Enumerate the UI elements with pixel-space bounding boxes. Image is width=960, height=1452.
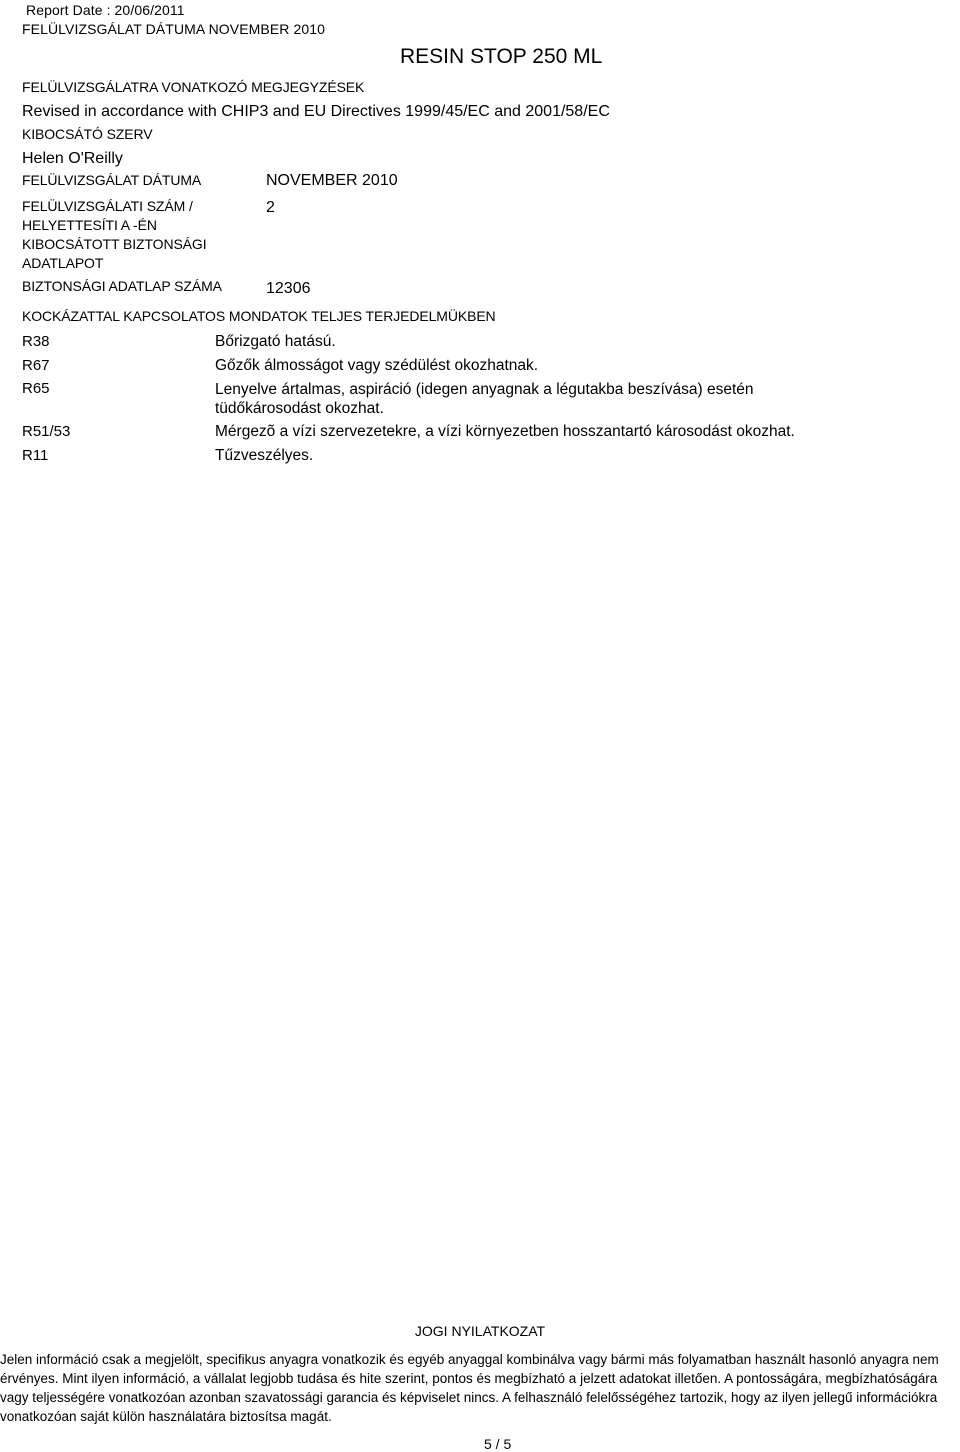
legal-disclaimer-text: Jelen információ csak a megjelölt, specifikus anyagra vonatkozik és egyéb anyaggal kombinálva vagy bármi más folyamatban használt hasonló anyagra nem érvényes. Mint ilyen információ, a vállalat legjobb tudása és hite szerint, pontos és megbízható a jelzett adatokat illetően. A pontosságára, megbízhatóságára vagy teljességére vonatkozóan azonban szavatossági garancia és képviselet nincs. A felhasználó felelősségéhez tartozik, hogy az ilyen jellegű információkra vonatkozóan saját külön használatára biztosítsa magát. xyxy=(0,1352,939,1424)
header-revision-date: FELÜLVIZSGÁLAT DÁTUMA NOVEMBER 2010 xyxy=(22,21,326,37)
sds-number-label: BIZTONSÁGI ADATLAP SZÁMA xyxy=(22,278,222,294)
risk-phrase-text: Mérgezõ a vízi szervezetekre, a vízi környezetben hosszantartó károsodást okozhat. xyxy=(215,423,795,440)
sds-number-value: 12306 xyxy=(266,280,311,297)
revision-date-value: NOVEMBER 2010 xyxy=(266,172,398,189)
risk-phrase-text: Lenyelve ártalmas, aspiráció (idegen anyagnak a légutakba beszívása) esetén tüdőkárosodást okozhat. xyxy=(215,381,754,417)
risk-phrase-code: R67 xyxy=(22,357,50,374)
risk-phrase-code: R51/53 xyxy=(22,423,71,440)
revision-number-label-line1: FELÜLVIZSGÁLATI SZÁM / xyxy=(22,198,193,214)
risk-phrase-text: Bőrizgató hatású. xyxy=(215,333,336,350)
risk-phrases-heading: KOCKÁZATTAL KAPCSOLATOS MONDATOK TELJES TERJEDELMÜKBEN xyxy=(22,308,496,324)
issuer-name: Helen O'Reilly xyxy=(22,150,123,167)
risk-phrase-text: Gőzők álmosságot vagy szédülést okozhatnak. xyxy=(215,357,539,374)
revision-number-label-line3: KIBOCSÁTOTT BIZTONSÁGI xyxy=(22,236,207,252)
revision-notes-heading: FELÜLVIZSGÁLATRA VONATKOZÓ MEGJEGYZÉSEK xyxy=(22,79,365,95)
report-date: Report Date : 20/06/2011 xyxy=(26,2,185,18)
risk-phrase-code: R65 xyxy=(22,380,50,397)
revision-number-value: 2 xyxy=(266,199,275,216)
product-title: RESIN STOP 250 ML xyxy=(400,45,603,68)
revision-number-label-line4: ADATLAPOT xyxy=(22,255,104,271)
revision-notes-text: Revised in accordance with CHIP3 and EU Directives 1999/45/EC and 2001/58/EC xyxy=(22,103,610,120)
risk-phrase-code: R38 xyxy=(22,333,50,350)
revision-date-label: FELÜLVIZSGÁLAT DÁTUMA xyxy=(22,172,202,188)
legal-heading: JOGI NYILATKOZAT xyxy=(414,1323,546,1339)
risk-phrase-text: Tűzveszélyes. xyxy=(215,447,314,464)
revision-number-label-line2: HELYETTESÍTI A -ÉN xyxy=(22,217,157,233)
page-number: 5 / 5 xyxy=(484,1436,512,1452)
risk-phrase-code: R11 xyxy=(22,447,49,464)
issuer-heading: KIBOCSÁTÓ SZERV xyxy=(22,126,153,142)
